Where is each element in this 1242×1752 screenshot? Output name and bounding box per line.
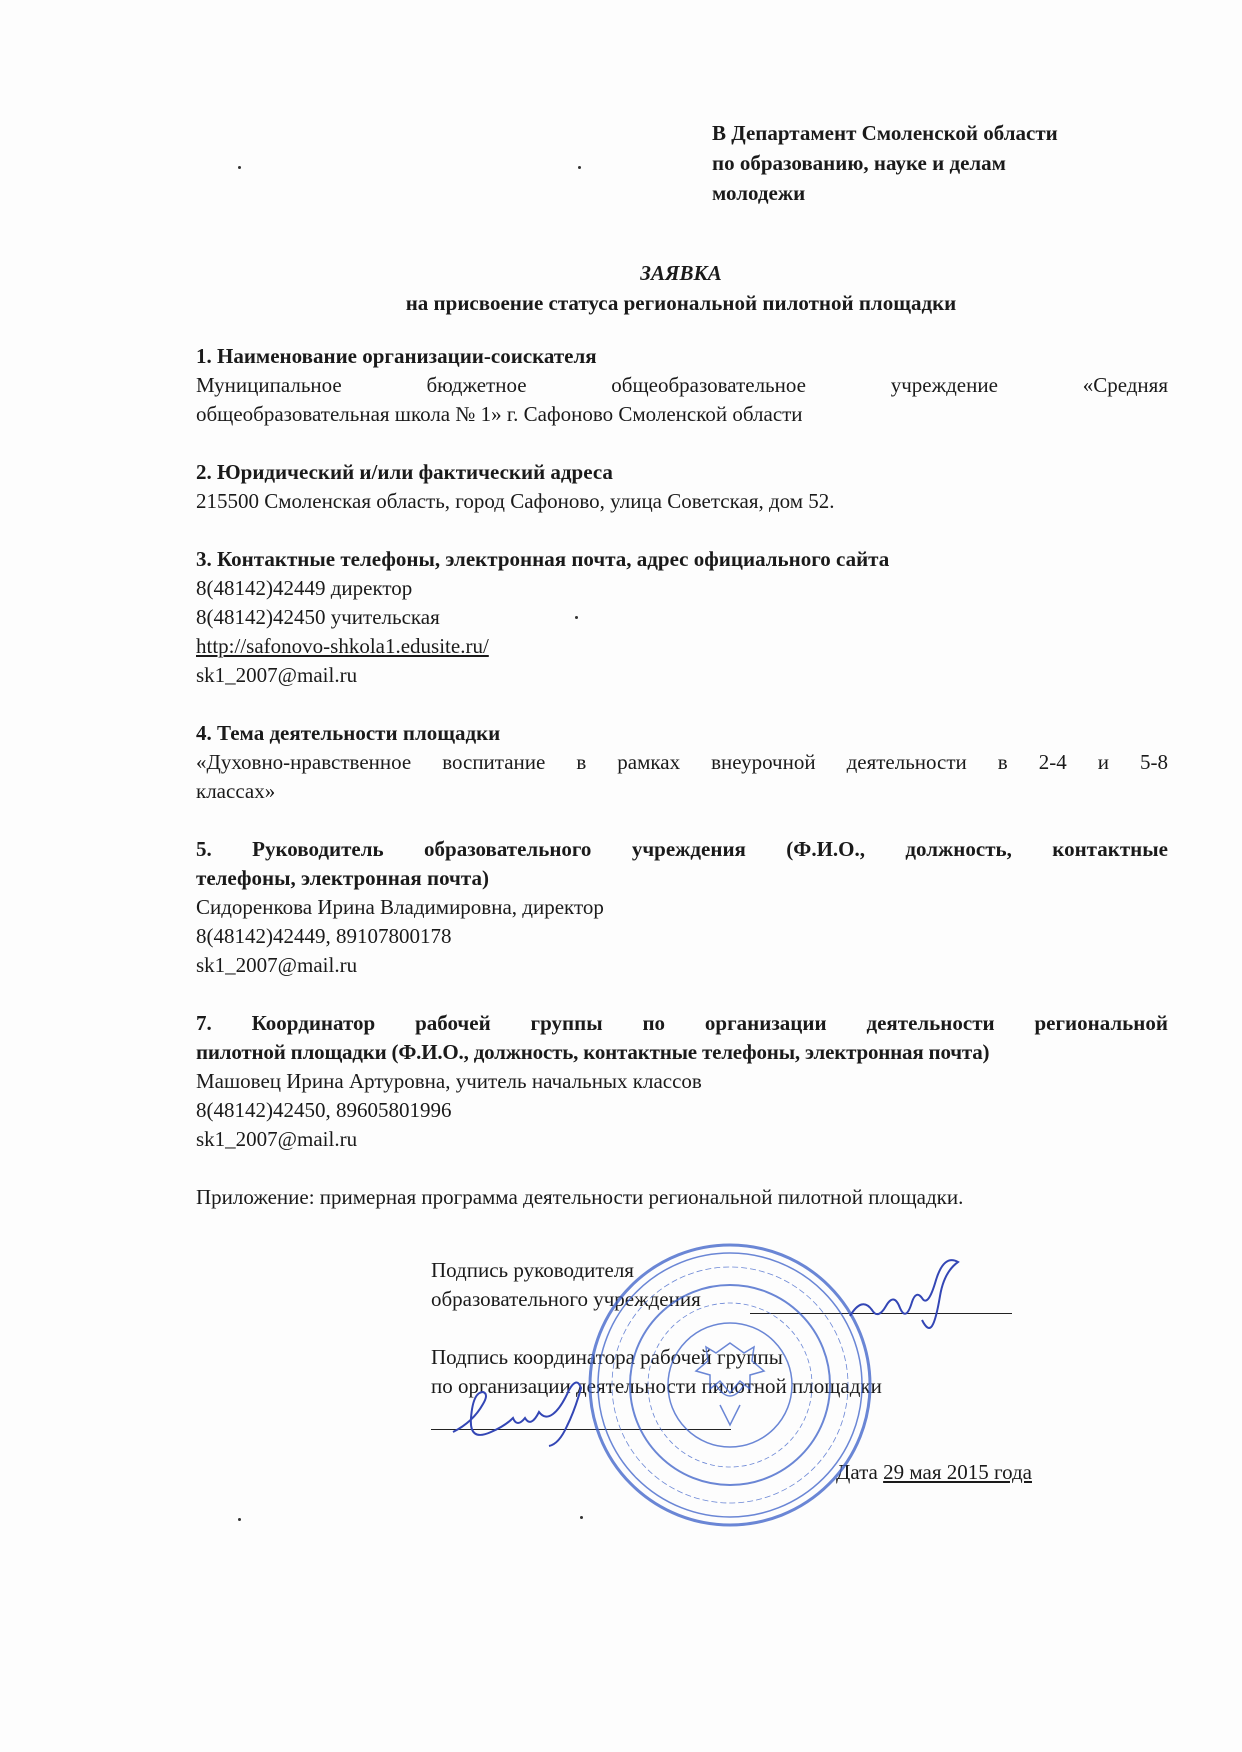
coordinator-email: sk1_2007@mail.ru — [196, 1127, 358, 1151]
section-text: 215500 Смоленская область, город Сафоново, улица Советская, дом 52. — [196, 489, 835, 513]
website-link[interactable]: http://safonovo-shkola1.edusite.ru/ — [196, 634, 489, 658]
section-contacts — [196, 545, 1168, 690]
section-heading: 7. Координатор рабочей группы по организации деятельности региональной — [196, 1011, 1168, 1035]
section-coordinator — [196, 1009, 1168, 1154]
section-heading: 1. Наименование организации-соискателя — [196, 344, 597, 368]
head-signature-label: Подпись руководителя — [431, 1258, 634, 1282]
section-address — [196, 458, 1168, 516]
email-address: sk1_2007@mail.ru — [196, 663, 358, 687]
attachment-note: Приложение: примерная программа деятельности региональной пилотной площадки. — [196, 1185, 964, 1209]
head-email: sk1_2007@mail.ru — [196, 953, 358, 977]
section-heading: 5. Руководитель образовательного учреждения (Ф.И.О., должность, контактные — [196, 837, 1168, 861]
scan-dot — [238, 1518, 241, 1521]
coordinator-signature-label: Подпись координатора рабочей группы — [431, 1345, 783, 1369]
section-topic — [196, 719, 1168, 806]
section-heading-cont: пилотной площадки (Ф.И.О., должность, контактные телефоны, электронная почта) — [196, 1040, 990, 1064]
head-name: Сидоренкова Ирина Владимировна, директор — [196, 895, 604, 919]
head-phones: 8(48142)42449, 89107800178 — [196, 924, 452, 948]
section-heading-cont: телефоны, электронная почта) — [196, 866, 489, 890]
section-text: классах» — [196, 779, 276, 803]
official-stamp-icon — [580, 1235, 880, 1535]
coordinator-phones: 8(48142)42450, 89605801996 — [196, 1098, 452, 1122]
head-signature-label-cont: образовательного учреждения — [431, 1287, 701, 1311]
section-heading: 4. Тема деятельности площадки — [196, 721, 501, 745]
section-heading: 3. Контактные телефоны, электронная почта, адрес официального сайта — [196, 547, 890, 571]
addressee-line-1: В Департамент Смоленской области — [712, 121, 1058, 145]
coordinator-name: Машовец Ирина Артуровна, учитель начальных классов — [196, 1069, 702, 1093]
section-head-of-institution — [196, 835, 1168, 980]
coordinator-signature-label-cont: по организации деятельности пилотной площадки — [431, 1374, 882, 1398]
addressee-line-3: молодежи — [712, 181, 806, 205]
phone-staff-room: 8(48142)42450 учительская — [196, 605, 440, 629]
head-signature-icon — [846, 1258, 986, 1348]
section-text: Муниципальное бюджетное общеобразовательное учреждение «Средняя — [196, 373, 1168, 397]
date-value: 29 мая 2015 года — [883, 1460, 1032, 1484]
scan-dot — [238, 166, 241, 169]
document-body — [196, 342, 1168, 1212]
scan-dot — [578, 166, 581, 169]
phone-director: 8(48142)42449 директор — [196, 576, 413, 600]
title-block — [0, 258, 1242, 318]
document-title: ЗАЯВКА — [640, 261, 722, 285]
section-text: общеобразовательная школа № 1» г. Сафоново Смоленской области — [196, 402, 803, 426]
addressee-line-2: по образованию, науке и делам — [712, 151, 1006, 175]
section-organization — [196, 342, 1168, 429]
section-heading: 2. Юридический и/или фактический адреса — [196, 460, 613, 484]
coordinator-signature-icon — [445, 1378, 605, 1468]
date-label: Дата — [836, 1460, 884, 1484]
section-text: «Духовно-нравственное воспитание в рамках внеурочной деятельности в 2-4 и 5-8 — [196, 750, 1168, 774]
addressee-block — [712, 118, 1132, 208]
document-subtitle: на присвоение статуса региональной пилотной площадки — [405, 291, 957, 315]
